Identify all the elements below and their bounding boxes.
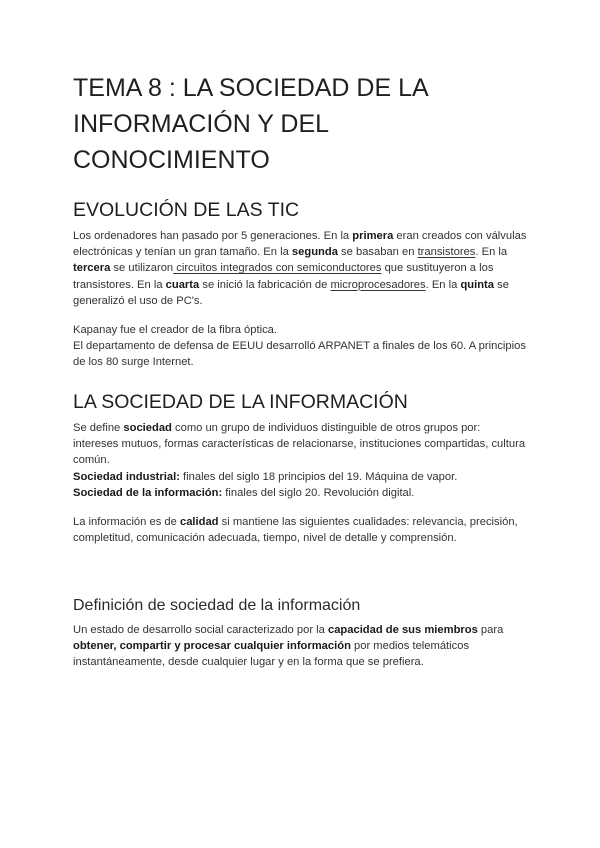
paragraph-generaciones	[73, 228, 528, 309]
text: Se define	[73, 422, 124, 434]
bold-term: obtener, compartir y procesar cualquier información	[73, 640, 351, 653]
text: . En la	[425, 278, 461, 291]
bold-term: cuarta	[165, 278, 200, 291]
text: finales del siglo 20. Revolución digital.	[222, 486, 415, 499]
underlined-term: microprocesadores	[330, 278, 426, 291]
text: se basaban en	[337, 246, 418, 259]
text: . En la	[475, 246, 508, 259]
bold-term: Sociedad industrial:	[73, 470, 180, 483]
text: eran creados con válvulas electrónicas y tenían un gran tamaño. En la	[73, 230, 527, 259]
text: para	[477, 624, 504, 636]
underlined-term: circuitos integrados con semiconductores	[173, 262, 382, 275]
bold-term: capacidad de sus miembros	[327, 624, 478, 636]
text: se inició la fabricación de	[199, 278, 331, 291]
bold-term: segunda	[291, 246, 338, 259]
text: por medios telemáticos instantáneamente, desde cualquier lugar y en la forma que se prefiera.	[73, 640, 470, 669]
underlined-term: transistores	[417, 246, 476, 259]
text: si mantiene las siguientes cualidades: relevancia, precisión, completitud, comunicación adecuada, tiempo, nivel de detalle y comprensión.	[73, 516, 518, 545]
bold-term: tercera	[73, 262, 111, 275]
text: Un estado de desarrollo social caracterizado por la	[73, 624, 328, 636]
text: La información es de	[73, 516, 180, 528]
subsection-heading-definicion: Definición de sociedad de la información	[73, 597, 361, 614]
text: Los ordenadores han pasado por 5 generaciones. En la	[73, 230, 353, 242]
paragraph-definicion-sociedad	[73, 420, 528, 501]
paragraph-definicion-sociedad-informacion	[73, 622, 528, 671]
bold-term: primera	[352, 230, 394, 242]
section-heading-evolucion: EVOLUCIÓN DE LAS TIC	[73, 199, 300, 221]
paragraph-calidad	[73, 514, 528, 546]
bold-term: quinta	[460, 278, 494, 291]
text: finales del siglo 18 principios del 19. Máquina de vapor.	[179, 470, 458, 483]
paragraph-historia	[73, 322, 528, 371]
text: se utilizaron	[110, 262, 174, 275]
bold-term: calidad	[179, 516, 219, 528]
text: se generalizó el uso de PC's.	[73, 278, 509, 307]
text: El departamento de defensa de EEUU desarrolló ARPANET a finales de los 60. A principios de los 80 surge Internet.	[73, 340, 526, 369]
bold-term: Sociedad de la información:	[73, 486, 223, 499]
section-heading-sociedad-informacion: LA SOCIEDAD DE LA INFORMACIÓN	[73, 391, 408, 413]
text: Kapanay fue el creador de la fibra óptica.	[73, 324, 277, 336]
page-title: TEMA 8 : LA SOCIEDAD DE LA INFORMACIÓN Y DEL CONOCIMIENTO	[73, 74, 429, 174]
text: que sustituyeron a los transistores. En la	[73, 262, 494, 291]
bold-term: sociedad	[123, 422, 172, 434]
text: como un grupo de individuos distinguible de otros grupos por: intereses mutuos, formas características de relacionarse, instituciones compartidas, cultura común.	[73, 422, 526, 467]
